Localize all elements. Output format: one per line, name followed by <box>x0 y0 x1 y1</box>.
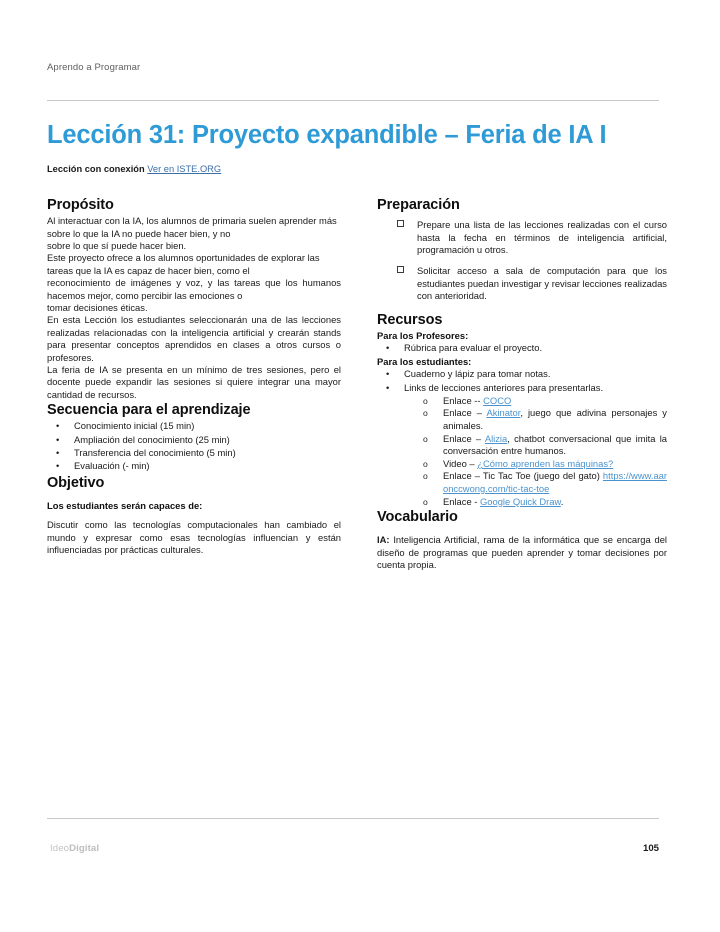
left-column <box>47 196 341 556</box>
right-column <box>377 196 667 572</box>
list-item-label: Evaluación (- min) <box>74 460 150 472</box>
heading-secuencia: Secuencia para el aprendizaje <box>47 402 251 419</box>
list-item <box>47 420 341 433</box>
objetivo-body: Discutir como las tecnologías computacionales han cambiado el mundo y expresar como esas tecnologías influencian y están influenciadas por prácticas culturales. <box>47 519 341 556</box>
list-item <box>47 460 341 473</box>
heading-proposito: Propósito <box>47 197 114 213</box>
link-prefix: Video – <box>443 457 478 469</box>
circle-bullet-icon: o <box>423 471 428 482</box>
link-prefix: Enlace -- <box>443 394 484 406</box>
proposito-paragraph: tomar decisiones éticas. <box>47 301 148 313</box>
list-item <box>47 434 341 447</box>
objetivo-lead: Los estudiantes serán capaces de: <box>47 499 203 511</box>
preparacion-list <box>377 219 667 303</box>
list-item-label: Rúbrica para evaluar el proyecto. <box>404 342 543 354</box>
list-item <box>377 219 667 257</box>
list-item-label: Prepare una lista de las lecciones realizadas con el curso hasta la fecha en términos de inteligencia artificial, programación u otros. <box>417 219 667 256</box>
footer-logo-bold: Digital <box>69 843 100 854</box>
circle-bullet-icon: o <box>423 395 428 406</box>
list-item <box>377 395 667 408</box>
recursos-links-list <box>377 395 667 508</box>
page-header <box>47 62 659 73</box>
list-item-label: Solicitar acceso a sala de computación para que los estudiantes puedan investigar y revisar lecciones realizadas con anterioridad. <box>417 264 667 302</box>
heading-preparacion: Preparación <box>377 197 460 213</box>
vocabulario-definition: Inteligencia Artificial, rama de la informática que se encarga del diseño de programas que pueden aprender y tomar decisiones por cuenta propia. <box>377 534 667 571</box>
bullet-icon: • <box>56 420 60 432</box>
resource-link-akinator[interactable]: Akinator <box>486 407 521 419</box>
iste-link[interactable]: Ver en ISTE.ORG <box>147 164 222 174</box>
bullet-icon: • <box>56 446 60 458</box>
square-bullet-icon <box>397 266 404 273</box>
running-head: Aprendo a Programar <box>47 62 141 73</box>
spacer <box>47 512 341 519</box>
resource-link-quickdraw[interactable]: Google Quick Draw <box>480 495 561 507</box>
header-divider <box>47 100 659 101</box>
bullet-icon: • <box>56 433 60 445</box>
recursos-profesores-label: Para los Profesores: <box>377 329 469 341</box>
link-prefix: Enlace – Tic Tac Toe (juego del gato) <box>443 470 603 482</box>
vocabulario-entry <box>377 534 667 571</box>
link-prefix: Enlace – <box>443 407 487 419</box>
list-item <box>377 470 667 495</box>
list-item <box>377 382 667 395</box>
spacer <box>377 527 667 534</box>
proposito-paragraph: La feria de IA se presenta en un mínimo de tres sesiones, pero el docente puede expandir las sesiones si quiere integrar una mayor cantidad de recursos. <box>47 364 341 400</box>
subtitle-label: Lección con conexión <box>47 164 145 174</box>
page-number: 105 <box>642 843 659 854</box>
list-item <box>47 447 341 460</box>
link-suffix: , juego que adivina personajes y animales. <box>443 407 667 432</box>
list-item <box>377 368 667 381</box>
link-prefix: Enlace - <box>443 495 480 507</box>
list-item-label: Cuaderno y lápiz para tomar notas. <box>404 368 551 380</box>
list-item-label: Links de lecciones anteriores para presentarlas. <box>404 381 604 393</box>
footer-logo <box>50 843 99 854</box>
list-item <box>377 342 667 355</box>
link-suffix: , chatbot conversacional que imita la conversación entre humanos. <box>443 432 667 457</box>
recursos-profesores-list <box>377 342 667 355</box>
list-item <box>377 458 667 471</box>
square-bullet-icon <box>397 220 404 227</box>
bullet-icon: • <box>386 342 390 354</box>
proposito-paragraph: En esta Lección los estudiantes seleccionarán una de las lecciones realizadas relacionadas con la inteligencia artificial y crearán stands para presentar conceptos aprendidos en clases a otros cursos o profesores. <box>47 314 341 363</box>
list-item <box>377 407 667 432</box>
list-item-label: Transferencia del conocimiento (5 min) <box>74 446 236 458</box>
heading-recursos: Recursos <box>377 311 443 328</box>
footer-divider <box>47 818 659 819</box>
link-suffix: . <box>560 495 564 507</box>
subtitle-line <box>47 163 221 175</box>
bullet-icon: • <box>386 381 390 393</box>
secuencia-list <box>47 420 341 473</box>
proposito-paragraph: Este proyecto ofrece a los alumnos oportunidades de explorar las tareas que la IA es capaz de hacer bien, como el <box>47 252 320 276</box>
list-item-label: Ampliación del conocimiento (25 min) <box>74 433 230 445</box>
link-prefix: Enlace – <box>443 432 485 444</box>
footer-logo-light: Ideo <box>50 843 70 854</box>
resource-link-coco[interactable]: COCO <box>483 394 512 406</box>
list-item <box>377 433 667 458</box>
recursos-estudiantes-label: Para los estudiantes: <box>377 355 472 367</box>
proposito-paragraph: Al interactuar con la IA, los alumnos de primaria suelen aprender más sobre lo que la IA no puede hacer bien, y no <box>47 215 337 239</box>
resource-link-video-maquinas[interactable]: ¿Cómo aprenden las máquinas? <box>477 457 614 469</box>
bullet-icon: • <box>386 368 390 380</box>
resource-link-alizia[interactable]: Alizia <box>484 432 508 444</box>
page-title: Lección 31: Proyecto expandible – Feria de IA I <box>47 121 607 149</box>
proposito-paragraph: reconocimiento de imágenes y voz, y las tareas que los humanos hacemos mejor, como percibir las emociones o <box>47 277 341 301</box>
heading-vocabulario: Vocabulario <box>377 509 458 526</box>
heading-objetivo: Objetivo <box>47 474 105 491</box>
list-item-label: Conocimiento inicial (15 min) <box>74 420 195 432</box>
list-item <box>377 265 667 303</box>
bullet-icon: • <box>56 460 60 472</box>
list-item <box>377 496 667 509</box>
recursos-estudiantes-list <box>377 368 667 394</box>
circle-bullet-icon: o <box>423 458 428 469</box>
circle-bullet-icon: o <box>423 496 428 507</box>
circle-bullet-icon: o <box>423 408 428 419</box>
proposito-paragraph: sobre lo que sí puede hacer bien. <box>47 239 187 251</box>
circle-bullet-icon: o <box>423 433 428 444</box>
vocabulario-term: IA: <box>377 534 390 546</box>
resource-link-tictactoe[interactable]: https://www.aaronccwong.com/tic-tac-toe <box>443 470 667 495</box>
spacer <box>47 493 341 500</box>
